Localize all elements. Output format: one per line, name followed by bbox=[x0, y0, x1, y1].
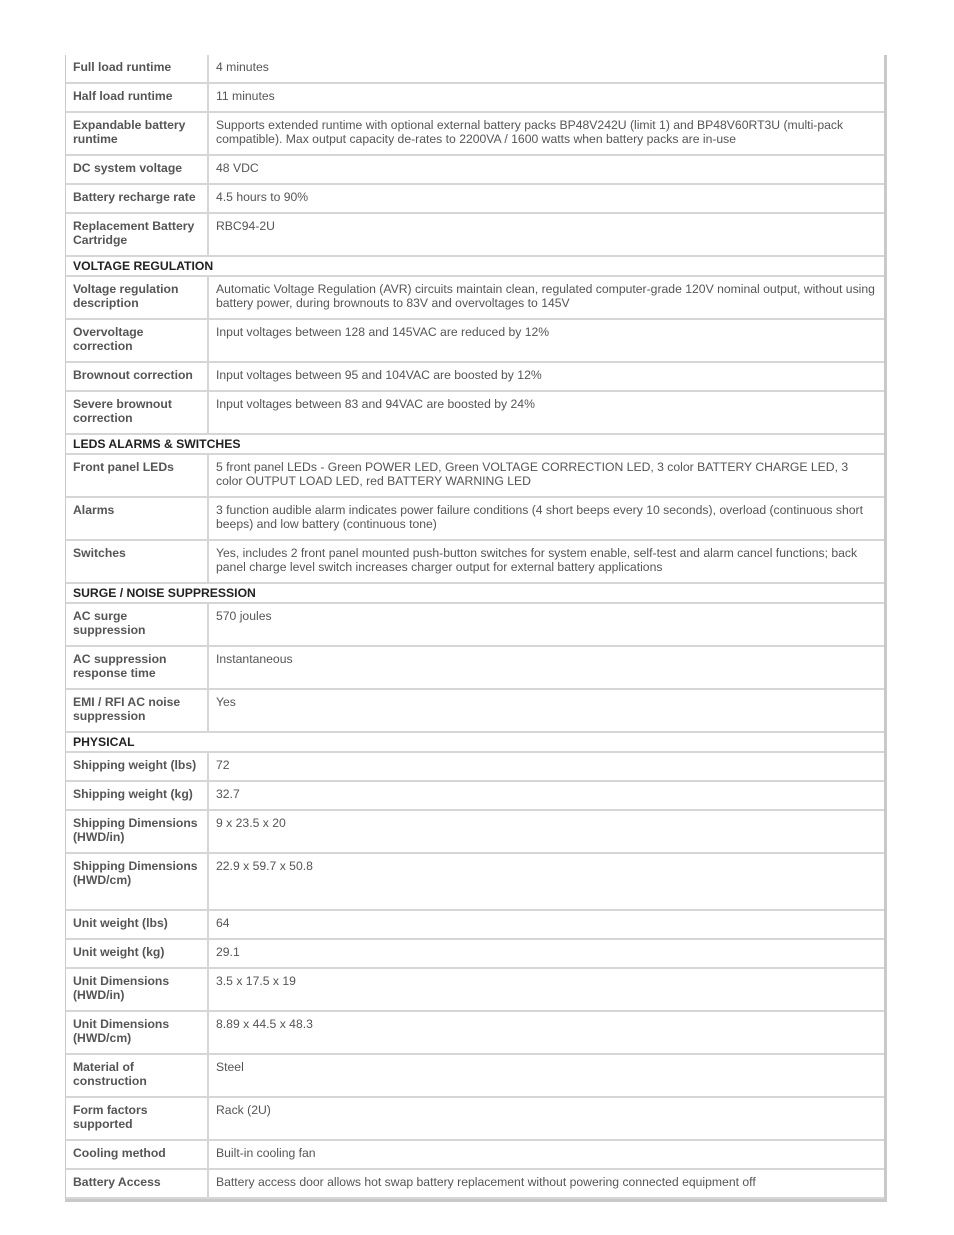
section-header-surge-noise-suppression bbox=[66, 584, 884, 604]
spec-row bbox=[66, 782, 884, 811]
spec-value: Yes, includes 2 front panel mounted push-button switches for system enable, self-test and alarm cancel functions; back panel charge level switch increases charger output for external battery applications bbox=[209, 541, 884, 584]
spec-label: Cooling method bbox=[66, 1141, 209, 1170]
spec-row bbox=[66, 320, 884, 363]
spec-label: Unit Dimensions (HWD/cm) bbox=[66, 1012, 209, 1055]
spec-label: Voltage regulation description bbox=[66, 277, 209, 320]
spec-row bbox=[66, 1012, 884, 1055]
spec-table bbox=[65, 55, 887, 1202]
spec-row bbox=[66, 214, 884, 257]
spec-row bbox=[66, 969, 884, 1012]
spec-value: 9 x 23.5 x 20 bbox=[209, 811, 884, 854]
section-header-physical bbox=[66, 733, 884, 753]
spec-value: 29.1 bbox=[209, 940, 884, 969]
spec-value: 3.5 x 17.5 x 19 bbox=[209, 969, 884, 1012]
spec-value: Battery access door allows hot swap battery replacement without powering connected equipment off bbox=[209, 1170, 884, 1199]
spec-label: Unit weight (kg) bbox=[66, 940, 209, 969]
section-title: PHYSICAL bbox=[66, 733, 884, 753]
spec-row bbox=[66, 113, 884, 156]
spec-value: 8.89 x 44.5 x 48.3 bbox=[209, 1012, 884, 1055]
spec-label: Front panel LEDs bbox=[66, 455, 209, 498]
spec-label: DC system voltage bbox=[66, 156, 209, 185]
spec-label: Overvoltage correction bbox=[66, 320, 209, 363]
spec-row bbox=[66, 55, 884, 84]
spec-label: Unit Dimensions (HWD/in) bbox=[66, 969, 209, 1012]
spec-row bbox=[66, 277, 884, 320]
spec-value: Input voltages between 95 and 104VAC are boosted by 12% bbox=[209, 363, 884, 392]
spec-label: Unit weight (lbs) bbox=[66, 911, 209, 940]
section-header-leds-alarms-switches bbox=[66, 435, 884, 455]
spec-value: 4 minutes bbox=[209, 55, 884, 84]
spec-value: Steel bbox=[209, 1055, 884, 1098]
spec-row bbox=[66, 911, 884, 940]
spec-row bbox=[66, 647, 884, 690]
spec-label: Shipping weight (kg) bbox=[66, 782, 209, 811]
spec-label: Alarms bbox=[66, 498, 209, 541]
spec-value: RBC94-2U bbox=[209, 214, 884, 257]
spec-row bbox=[66, 753, 884, 782]
spec-value: 72 bbox=[209, 753, 884, 782]
spec-label: Form factors supported bbox=[66, 1098, 209, 1141]
spec-value: 4.5 hours to 90% bbox=[209, 185, 884, 214]
spec-value: 64 bbox=[209, 911, 884, 940]
spec-value: Supports extended runtime with optional external battery packs BP48V242U (limit 1) and BP48V60RT3U (multi-pack compatible). Max output capacity de-rates to 2200VA / 1600 watts when battery packs are in-use bbox=[209, 113, 884, 156]
spec-value: Built-in cooling fan bbox=[209, 1141, 884, 1170]
spec-value: 22.9 x 59.7 x 50.8 bbox=[209, 854, 884, 911]
spec-label: Switches bbox=[66, 541, 209, 584]
spec-row bbox=[66, 392, 884, 435]
spec-row bbox=[66, 1055, 884, 1098]
spec-value: Input voltages between 128 and 145VAC are reduced by 12% bbox=[209, 320, 884, 363]
spec-row bbox=[66, 1098, 884, 1141]
section-title: VOLTAGE REGULATION bbox=[66, 257, 884, 277]
spec-label: Shipping Dimensions (HWD/cm) bbox=[66, 854, 209, 911]
spec-label: Shipping weight (lbs) bbox=[66, 753, 209, 782]
spec-value: 32.7 bbox=[209, 782, 884, 811]
spec-label: Battery Access bbox=[66, 1170, 209, 1199]
spec-label: Expandable battery runtime bbox=[66, 113, 209, 156]
spec-row bbox=[66, 1170, 884, 1199]
spec-label: Full load runtime bbox=[66, 55, 209, 84]
spec-value: Automatic Voltage Regulation (AVR) circuits maintain clean, regulated computer-grade 120V nominal output, without using battery power, during brownouts to 83V and overvoltages to 145V bbox=[209, 277, 884, 320]
spec-value: Rack (2U) bbox=[209, 1098, 884, 1141]
spec-label: Half load runtime bbox=[66, 84, 209, 113]
spec-label: Battery recharge rate bbox=[66, 185, 209, 214]
spec-row bbox=[66, 541, 884, 584]
spec-row bbox=[66, 940, 884, 969]
spec-row bbox=[66, 363, 884, 392]
spec-row bbox=[66, 84, 884, 113]
spec-value: 48 VDC bbox=[209, 156, 884, 185]
spec-value: 5 front panel LEDs - Green POWER LED, Green VOLTAGE CORRECTION LED, 3 color BATTERY CHARGE LED, 3 color OUTPUT LOAD LED, red BATTERY WARNING LED bbox=[209, 455, 884, 498]
spec-label: Material of construction bbox=[66, 1055, 209, 1098]
spec-value: Input voltages between 83 and 94VAC are boosted by 24% bbox=[209, 392, 884, 435]
spec-label: AC surge suppression bbox=[66, 604, 209, 647]
spec-row bbox=[66, 185, 884, 214]
spec-label: Shipping Dimensions (HWD/in) bbox=[66, 811, 209, 854]
spec-row bbox=[66, 498, 884, 541]
spec-row bbox=[66, 604, 884, 647]
spec-row bbox=[66, 690, 884, 733]
spec-value: 570 joules bbox=[209, 604, 884, 647]
spec-value: Yes bbox=[209, 690, 884, 733]
spec-value: 11 minutes bbox=[209, 84, 884, 113]
spec-row bbox=[66, 811, 884, 854]
section-title: LEDS ALARMS & SWITCHES bbox=[66, 435, 884, 455]
spec-label: Brownout correction bbox=[66, 363, 209, 392]
spec-label: Replacement Battery Cartridge bbox=[66, 214, 209, 257]
spec-row bbox=[66, 854, 884, 911]
spec-row bbox=[66, 156, 884, 185]
spec-value: Instantaneous bbox=[209, 647, 884, 690]
section-title: SURGE / NOISE SUPPRESSION bbox=[66, 584, 884, 604]
section-header-voltage-regulation bbox=[66, 257, 884, 277]
spec-label: EMI / RFI AC noise suppression bbox=[66, 690, 209, 733]
spec-row bbox=[66, 455, 884, 498]
spec-label: AC suppression response time bbox=[66, 647, 209, 690]
spec-value: 3 function audible alarm indicates power failure conditions (4 short beeps every 10 seconds), overload (continuous short beeps) and low battery (continuous tone) bbox=[209, 498, 884, 541]
spec-row bbox=[66, 1141, 884, 1170]
spec-label: Severe brownout correction bbox=[66, 392, 209, 435]
